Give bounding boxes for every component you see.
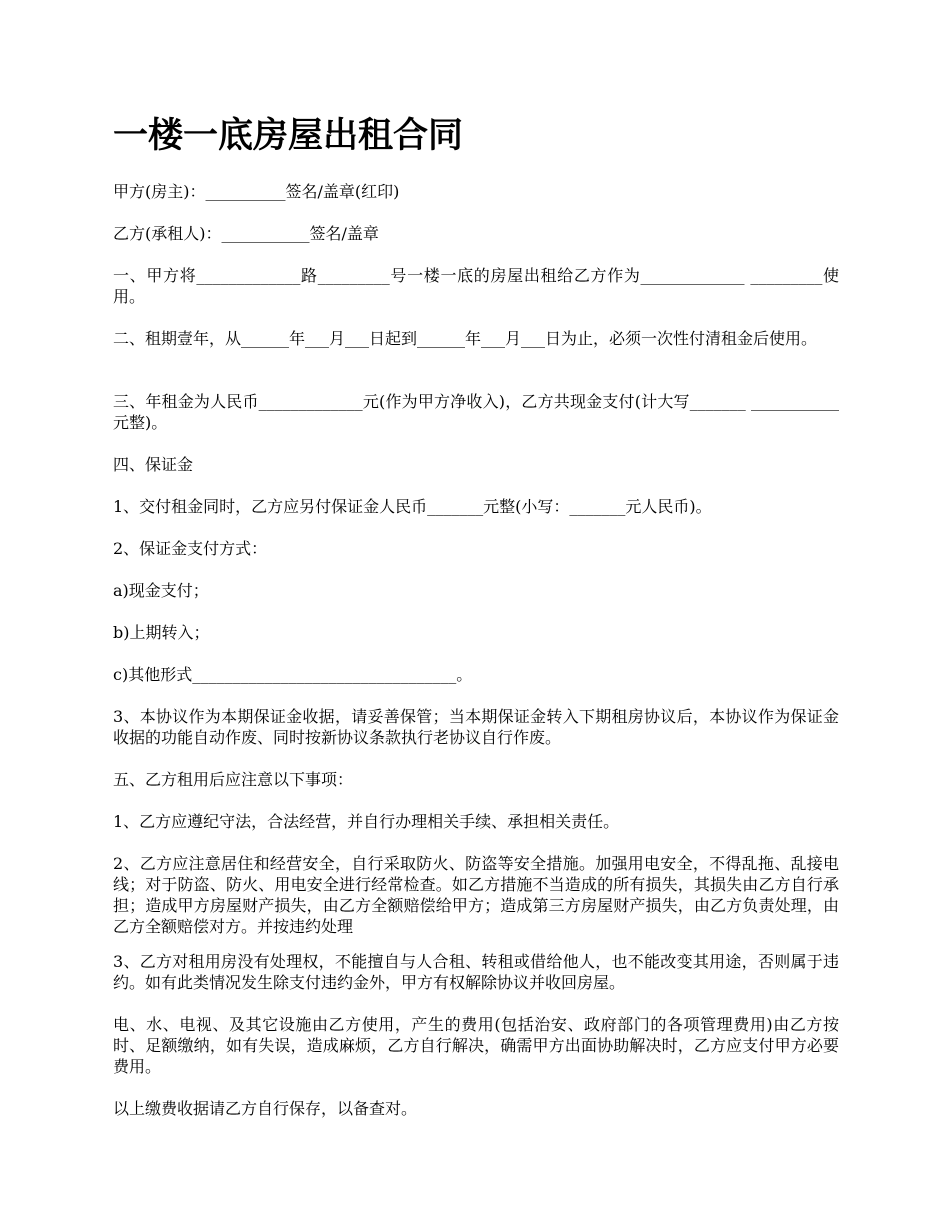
deposit-item-2: 2、保证金支付方式： <box>113 539 268 558</box>
document-title: 一楼一底房屋出租合同 <box>113 115 464 156</box>
payment-option-c: c)其他形式_________________________________。 <box>113 665 473 684</box>
deposit-item-1: 1、交付租金同时，乙方应另付保证金人民币_______元整(小写：_______元人民币)。 <box>113 497 712 516</box>
notice-item-2: 2、乙方应注意居住和经营安全，自行采取防火、防盗等安全措施。加强用电安全，不得乱拖、乱接电线；对于防盗、防火、用电安全进行经常检查。如乙方措施不当造成的所有损失，其损失由乙方自行承担；造成甲方房屋财产损失，由乙方全额赔偿给甲方；造成第三方房屋财产损失，由乙方负责处理，由乙方全额赔偿对方。并按违约处理 <box>113 854 839 936</box>
notice-item-1: 1、乙方应遵纪守法，合法经营，并自行办理相关手续、承担相关责任。 <box>113 812 620 831</box>
deposit-item-3: 3、本协议作为本期保证金收据，请妥善保管；当本期保证金转入下期租房协议后，本协议作为保证金收据的功能自动作废、同时按新协议条款执行老协议自行作废。 <box>113 707 839 747</box>
payment-option-a: a)现金支付； <box>113 581 209 600</box>
clause-1-premises: 一、甲方将_____________路_________号一楼一底的房屋出租给乙方作为_____________ _________使用。 <box>113 266 839 306</box>
section-4-heading: 四、保证金 <box>113 455 194 474</box>
receipt-note: 以上缴费收据请乙方自行保存，以备查对。 <box>113 1099 418 1118</box>
clause-3-rent: 三、年租金为人民币_____________元(作为甲方净收入)，乙方共现金支付(计大写_______ ___________元整)。 <box>113 392 839 432</box>
clause-2-term: 二、租期壹年，从______年___月___日起到______年___月___日为止，必须一次性付清租金后使用。 <box>113 329 818 348</box>
party-a-line: 甲方(房主)：__________签名/盖章(红印) <box>113 182 400 201</box>
notice-item-3: 3、乙方对租用房没有处理权，不能擅自与人合租、转租或借给他人，也不能改变其用途，否则属于违约。如有此类情况发生除支付违约金外，甲方有权解除协议并收回房屋。 <box>113 952 839 992</box>
utilities-clause: 电、水、电视、及其它设施由乙方使用，产生的费用(包括治安、政府部门的各项管理费用)由乙方按时、足额缴纳，如有失误，造成麻烦，乙方自行解决，确需甲方出面协助解决时，乙方应支付甲方必要费用。 <box>113 1015 839 1076</box>
party-b-line: 乙方(承租人)：___________签名/盖章 <box>113 224 379 243</box>
payment-option-b: b)上期转入； <box>113 623 210 642</box>
section-5-heading: 五、乙方租用后应注意以下事项： <box>113 770 354 789</box>
